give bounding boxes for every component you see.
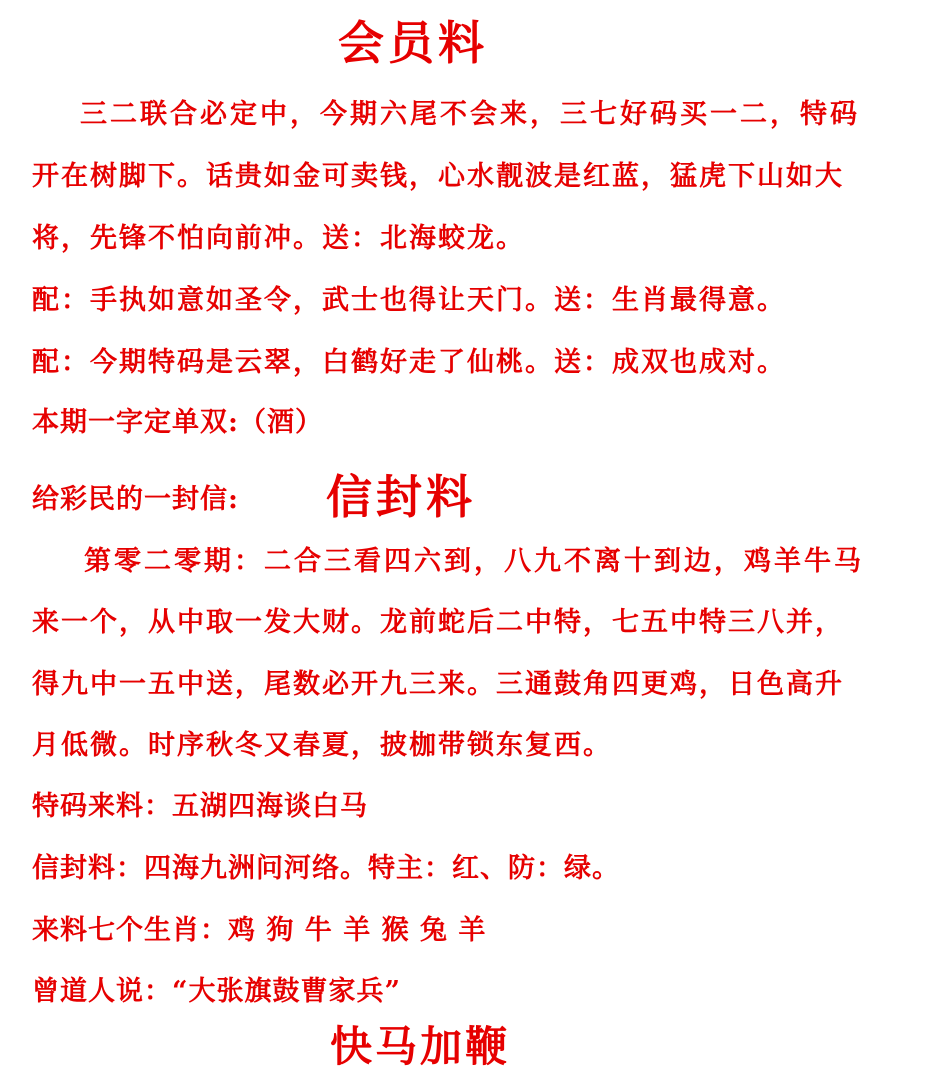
letter-line: 曾道人说：“大张旗鼓曹家兵” [32, 976, 402, 1007]
letter-line: 月低微。时序秋冬又春夏，披枷带锁东复西。 [32, 730, 612, 761]
member-line: 本期一字定单双:（酒） [32, 407, 323, 438]
member-line: 配：手执如意如圣令，武士也得让天门。送：生肖最得意。 [32, 285, 786, 316]
letter-line: 特码来料：五湖四海谈白马 [32, 791, 368, 822]
footer-title: 快马加鞭 [330, 1022, 511, 1071]
letter-intro: 给彩民的一封信: [32, 484, 239, 515]
member-line: 配：今期特码是云翠，白鹤好走了仙桃。送：成双也成对。 [32, 347, 786, 378]
letter-line: 来料七个生肖：鸡 狗 牛 羊 猴 兔 羊 [32, 915, 487, 946]
letter-line: 得九中一五中送，尾数必开九三来。三通鼓角四更鸡，日色高升 [32, 669, 844, 700]
member-line: 将，先锋不怕向前冲。送：北海蛟龙。 [32, 223, 525, 254]
member-line: 开在树脚下。话贵如金可卖钱，心水靓波是红蓝，猛虎下山如大 [32, 161, 844, 192]
letter-line: 来一个，从中取一发大财。龙前蛇后二中特，七五中特三八并， [32, 607, 844, 638]
letter-line: 信封料：四海九洲问河络。特主：红、防：绿。 [32, 853, 620, 884]
letter-line: 第零二零期：二合三看四六到，八九不离十到边，鸡羊牛马 [84, 546, 864, 577]
member-line: 三二联合必定中，今期六尾不会来，三七好码买一二，特码 [80, 99, 860, 130]
member-title: 会员料 [338, 16, 488, 70]
letter-title: 信封料 [326, 470, 476, 524]
